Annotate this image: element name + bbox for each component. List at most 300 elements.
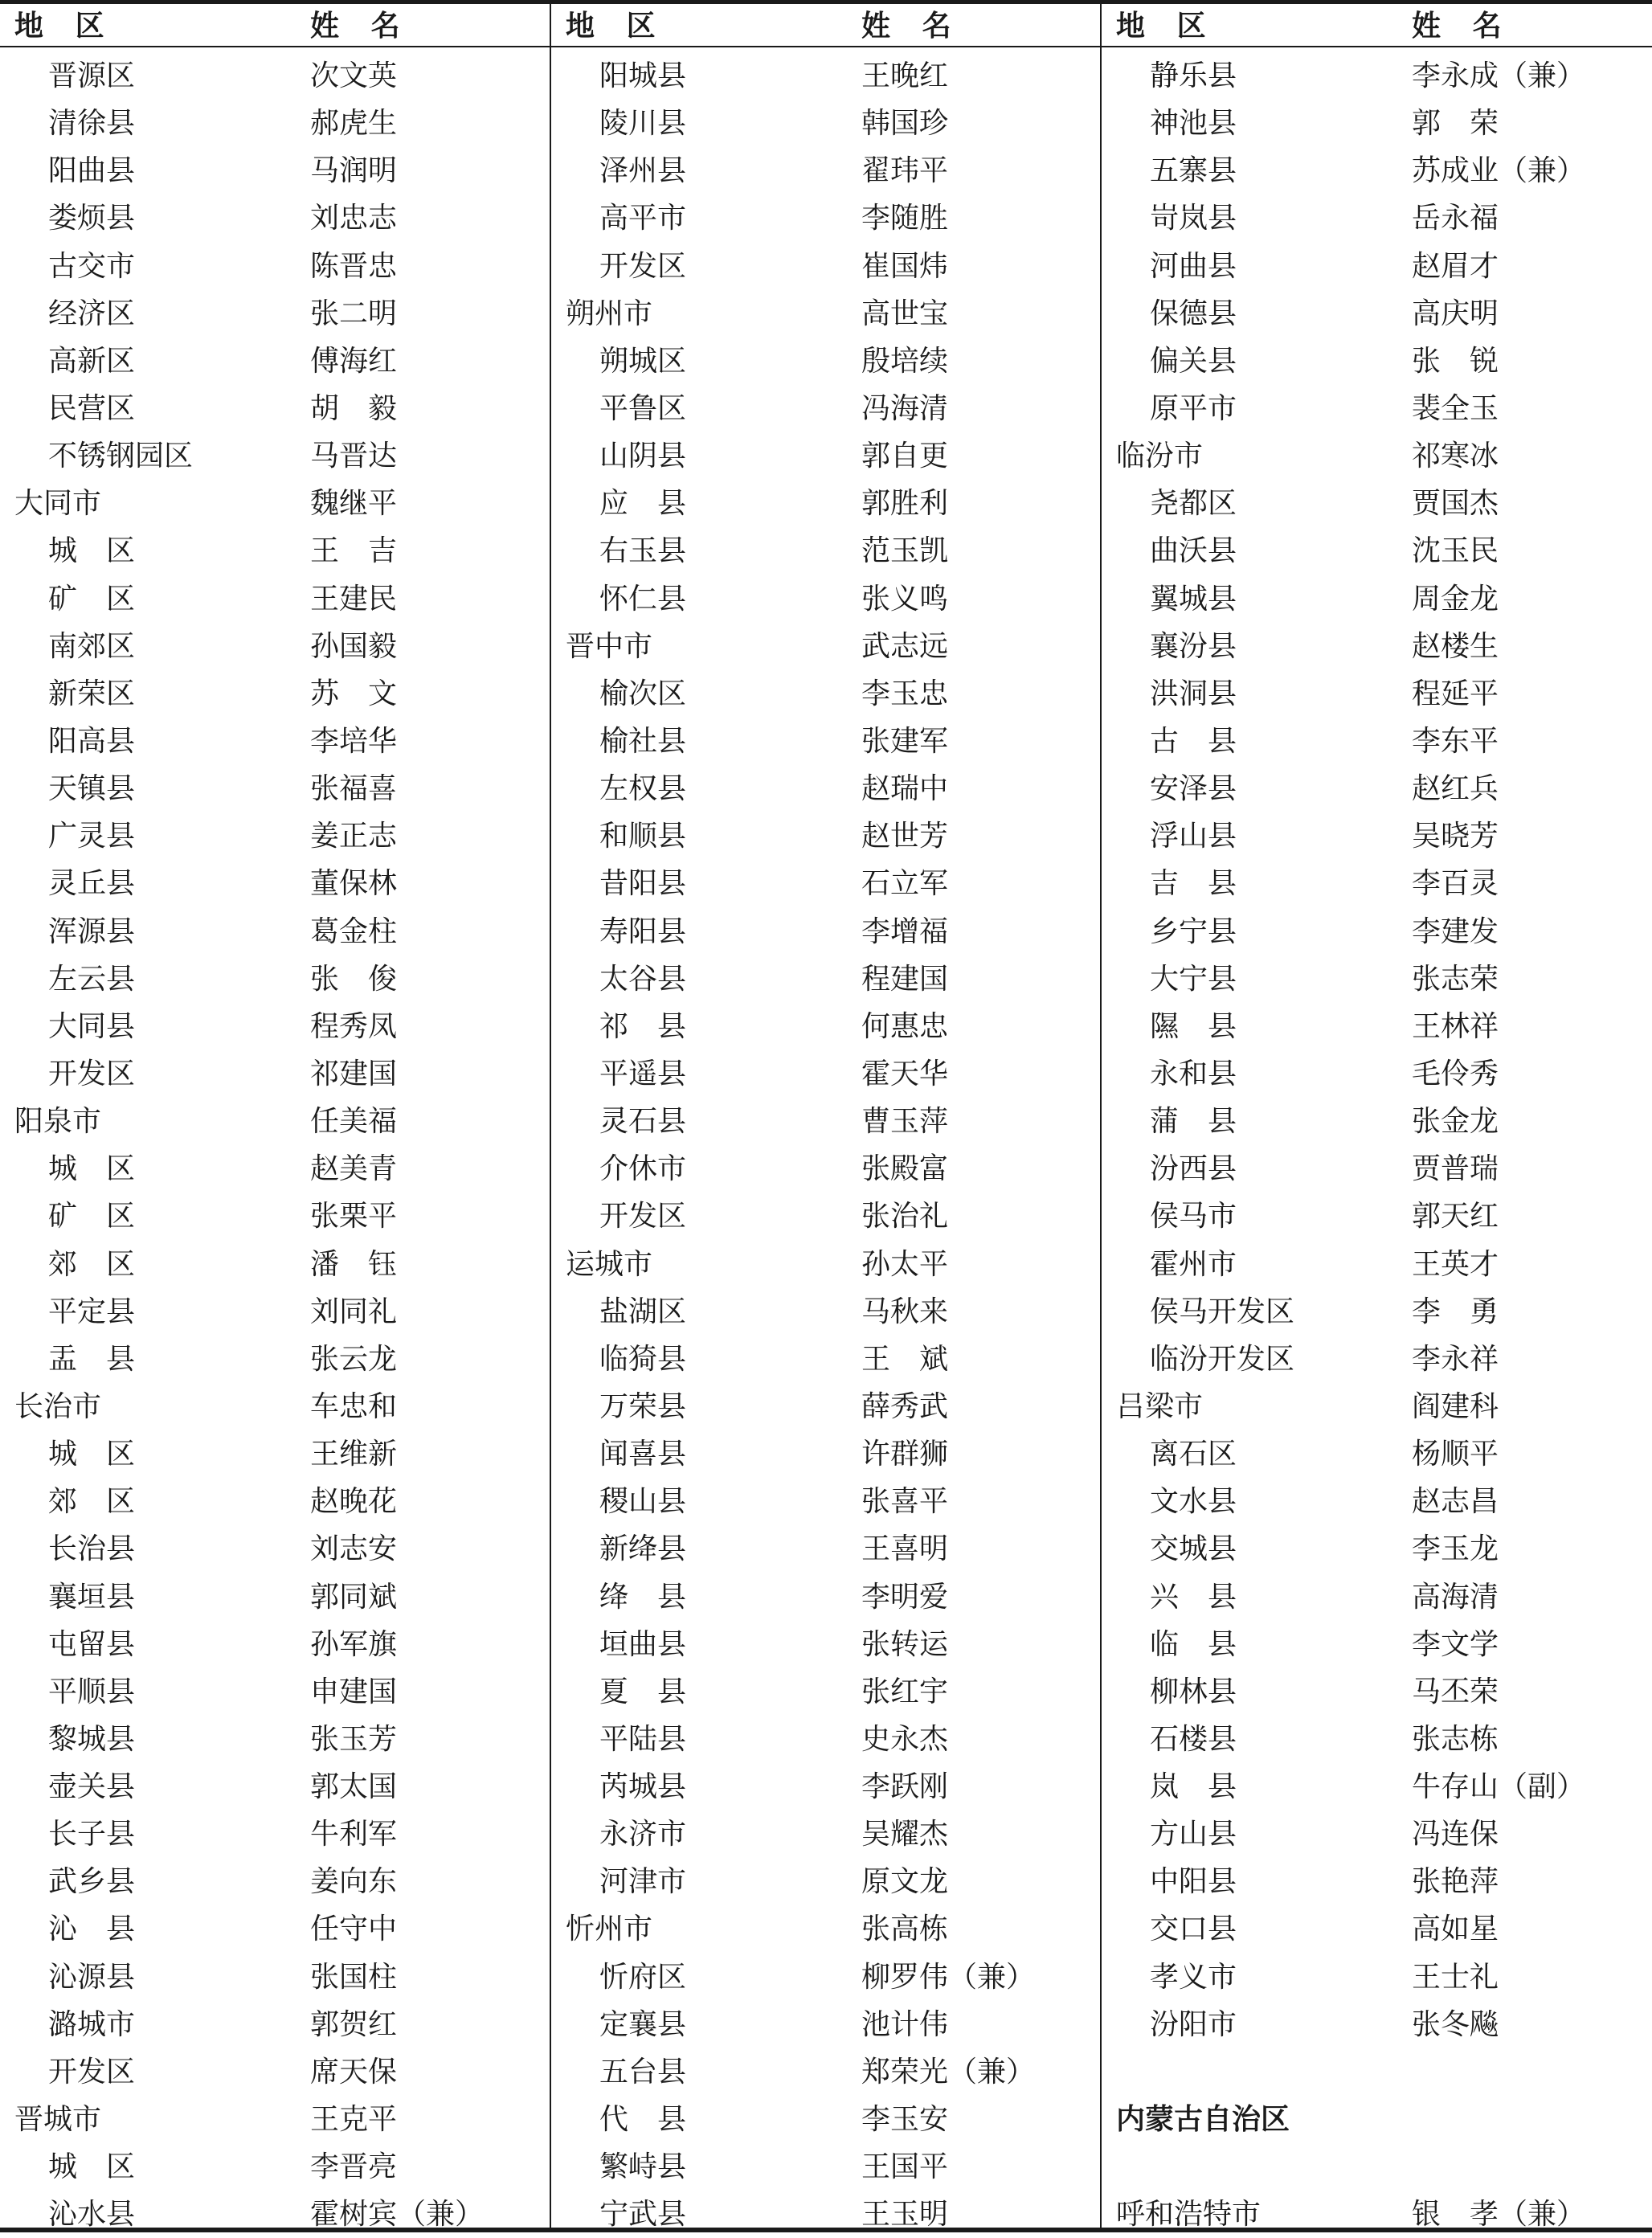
name-cell: 郭 荣 [1412,107,1499,141]
region-cell: 临汾开发区 [1150,1342,1295,1376]
name-cell: 潘 钰 [310,1247,398,1281]
name-cell: 贾国杰 [1412,487,1499,521]
table-row [551,812,1101,860]
region-cell: 长治市 [14,1389,102,1423]
table-row [551,2143,1101,2191]
column-header [0,4,550,46]
column-header [1102,4,1651,46]
name-cell: 郑荣光（兼） [861,2055,1036,2089]
region-cell: 交城县 [1150,1532,1237,1566]
name-cell: 王晚红 [861,59,949,92]
table-row [0,718,550,765]
table-row [551,1573,1101,1621]
region-cell: 不锈钢园区 [48,440,194,473]
table-row [0,1858,550,1905]
region-cell: 昔阳县 [599,867,687,901]
region-cell: 陵川县 [599,107,687,141]
table-row [551,100,1101,147]
table-row [551,860,1101,907]
table-row [1102,1288,1651,1336]
table-row [1102,1763,1651,1810]
table-row [1102,147,1651,194]
region-cell: 矿 区 [48,1200,136,1234]
region-cell: 沁 县 [48,1913,136,1946]
region-cell: 朔州市 [566,297,653,330]
name-cell: 何惠忠 [861,1009,949,1043]
name-cell: 张殿富 [861,1152,949,1186]
table-row [1102,1621,1651,1668]
region-cell: 洪洞县 [1150,677,1237,710]
table-row [0,338,550,385]
region-cell: 介休市 [599,1152,687,1186]
region-cell: 石楼县 [1150,1722,1237,1756]
table-row [1102,670,1651,718]
name-cell: 牛利军 [310,1818,398,1851]
name-cell: 刘同礼 [310,1295,398,1328]
table-row [0,527,550,575]
region-cell: 大同县 [48,1009,136,1043]
table-row [0,147,550,194]
table-row [1102,1810,1651,1858]
table-row [1102,1525,1651,1573]
region-cell: 忻府区 [599,1960,687,1994]
name-cell: 张志荣 [1412,962,1499,996]
name-cell: 李玉忠 [861,677,949,710]
region-cell: 潞城市 [48,2007,136,2041]
table-row [551,1478,1101,1525]
region-cell: 尧都区 [1150,487,1237,521]
region-cell: 侯马市 [1150,1200,1237,1234]
region-cell: 河曲县 [1150,249,1237,283]
table-row [0,100,550,147]
region-cell: 原平市 [1150,391,1237,425]
name-cell: 李永祥 [1412,1342,1499,1376]
region-cell: 城 区 [48,2150,136,2184]
name-header: 姓 名 [861,9,953,43]
table-row [551,1525,1101,1573]
name-cell: 高如星 [1412,1913,1499,1946]
region-cell: 万荣县 [599,1389,687,1423]
region-cell: 神池县 [1150,107,1237,141]
region-cell: 城 区 [48,1438,136,1471]
name-cell: 祁建国 [310,1057,398,1090]
table-row [551,147,1101,194]
name-cell: 刘忠志 [310,202,398,235]
name-cell: 裴全玉 [1412,391,1499,425]
name-cell: 韩国珍 [861,107,949,141]
name-cell: 赵楼生 [1412,629,1499,663]
table-row [551,2048,1101,2096]
name-cell: 范玉凯 [861,534,949,568]
table-row [1102,2143,1651,2191]
region-cell: 怀仁县 [599,582,687,616]
table-row [0,812,550,860]
name-cell: 马丕荣 [1412,1675,1499,1708]
region-cell: 左权县 [599,772,687,806]
table-row [1102,1858,1651,1905]
name-cell: 李 勇 [1412,1295,1499,1328]
name-cell: 郭同斌 [310,1580,398,1614]
region-cell: 隰 县 [1150,1009,1237,1043]
region-cell: 应 县 [599,487,687,521]
table-row [551,1098,1101,1145]
table-row [551,1954,1101,2001]
table-row [0,1288,550,1336]
name-cell: 李东平 [1412,724,1499,758]
region-cell: 开发区 [599,1200,687,1234]
region-cell: 夏 县 [599,1675,687,1708]
name-cell: 王克平 [310,2103,398,2137]
table-row [551,623,1101,670]
table-row [551,1336,1101,1383]
region-cell: 蒲 县 [1150,1105,1237,1139]
region-cell: 绛 县 [599,1580,687,1614]
name-cell: 殷培续 [861,344,949,378]
name-cell: 郭天红 [1412,1200,1499,1234]
region-cell: 闻喜县 [599,1438,687,1471]
table-row [1102,2096,1651,2143]
region-cell: 寿阳县 [599,914,687,948]
name-cell: 姜正志 [310,820,398,853]
region-cell: 朔城区 [599,344,687,378]
name-cell: 霍天华 [861,1057,949,1090]
name-cell: 任美福 [310,1105,398,1139]
table-row [1102,52,1651,100]
table-row [551,2191,1101,2238]
region-cell: 开发区 [48,2055,136,2089]
name-cell: 高世宝 [861,297,949,330]
table-column-1 [0,0,550,2232]
table-row [0,2048,550,2096]
table-row [0,1050,550,1098]
table-row [551,52,1101,100]
name-header: 姓 名 [1412,9,1503,43]
name-cell: 冯连保 [1412,1818,1499,1851]
region-cell: 武乡县 [48,1865,136,1899]
region-cell: 定襄县 [599,2007,687,2041]
region-cell: 安泽县 [1150,772,1237,806]
table-row [0,480,550,527]
name-cell: 贾普瑞 [1412,1152,1499,1186]
name-cell: 杨顺平 [1412,1438,1499,1471]
name-cell: 王 吉 [310,534,398,568]
name-cell: 傅海红 [310,344,398,378]
name-cell: 张二明 [310,297,398,330]
name-cell: 王喜明 [861,1532,949,1566]
name-cell: 银 孝（兼） [1412,2198,1586,2232]
table-row [551,1383,1101,1430]
name-cell: 赵志昌 [1412,1485,1499,1519]
table-row [1102,338,1651,385]
table-row [1102,1954,1651,2001]
row-list [551,52,1101,2238]
name-cell: 吴耀杰 [861,1818,949,1851]
name-cell: 胡 毅 [310,391,398,425]
region-cell: 沁源县 [48,1960,136,1994]
table-row [1102,765,1651,812]
region-cell: 河津市 [599,1865,687,1899]
table-row [0,1336,550,1383]
table-row [1102,2191,1651,2238]
table-row [551,908,1101,955]
name-cell: 张栗平 [310,1200,398,1234]
table-row [551,1003,1101,1050]
name-cell: 马润明 [310,154,398,188]
row-list [1102,52,1651,2238]
region-cell: 方山县 [1150,1818,1237,1851]
column-header [551,4,1101,46]
region-cell: 新绛县 [599,1532,687,1566]
name-cell: 孙太平 [861,1247,949,1281]
region-cell: 黎城县 [48,1722,136,1756]
name-cell: 郭太国 [310,1770,398,1804]
region-cell: 临 县 [1150,1627,1237,1661]
name-cell: 李增福 [861,914,949,948]
name-cell: 赵美青 [310,1152,398,1186]
region-cell: 兴 县 [1150,1580,1237,1614]
region-cell: 山阴县 [599,440,687,473]
name-cell: 王士礼 [1412,1960,1499,1994]
table-row [0,908,550,955]
name-cell: 张转运 [861,1627,949,1661]
table-row [1102,1573,1651,1621]
name-cell: 王 斌 [861,1342,949,1376]
name-cell: 池计伟 [861,2007,949,2041]
table-row [1102,718,1651,765]
table-row [551,1050,1101,1098]
region-cell: 曲沃县 [1150,534,1237,568]
name-cell: 武志远 [861,629,949,663]
region-cell: 稷山县 [599,1485,687,1519]
region-cell: 霍州市 [1150,1247,1237,1281]
table-row [551,1193,1101,1240]
region-cell: 运城市 [566,1247,653,1281]
name-cell: 赵晚花 [310,1485,398,1519]
name-cell: 李永成（兼） [1412,59,1586,92]
name-cell: 赵眉才 [1412,249,1499,283]
region-cell: 长治县 [48,1532,136,1566]
name-cell: 沈玉民 [1412,534,1499,568]
name-cell: 张志栋 [1412,1722,1499,1756]
table-row [551,1145,1101,1193]
name-cell: 李跃刚 [861,1770,949,1804]
name-cell: 孙国毅 [310,629,398,663]
table-row [551,1288,1101,1336]
name-cell: 王国平 [861,2150,949,2184]
region-cell: 忻州市 [566,1913,653,1946]
region-cell: 晋城市 [14,2103,102,2137]
region-cell: 右玉县 [599,534,687,568]
table-row [1102,575,1651,623]
table-row [551,338,1101,385]
table-row [1102,1336,1651,1383]
name-cell: 席天保 [310,2055,398,2089]
name-cell: 张艳萍 [1412,1865,1499,1899]
name-cell: 郝虎生 [310,107,398,141]
table-row [551,1810,1101,1858]
table-row [0,623,550,670]
table-row [551,955,1101,1003]
table-row [0,2001,550,2048]
table-row [0,1383,550,1430]
name-cell: 周金龙 [1412,582,1499,616]
region-cell: 呼和浩特市 [1116,2198,1261,2232]
name-cell: 郭贺红 [310,2007,398,2041]
region-cell: 内蒙古自治区 [1116,2102,1290,2137]
table-row [551,243,1101,290]
name-cell: 魏继平 [310,487,398,521]
region-cell: 吉 县 [1150,867,1237,901]
name-cell: 王英才 [1412,1247,1499,1281]
table-row [551,765,1101,812]
table-row [1102,194,1651,242]
region-cell: 矿 区 [48,582,136,616]
table-row [1102,100,1651,147]
table-row [551,1430,1101,1478]
region-cell: 襄垣县 [48,1580,136,1614]
table-row [1102,1905,1651,1953]
table-row [551,575,1101,623]
region-cell: 阳曲县 [48,154,136,188]
name-cell: 冯海清 [861,391,949,425]
region-cell: 广灵县 [48,820,136,853]
table-row [1102,1098,1651,1145]
table-row [0,1145,550,1193]
region-cell: 平陆县 [599,1722,687,1756]
table-row [0,1954,550,2001]
table-row [1102,2001,1651,2048]
region-cell: 高新区 [48,344,136,378]
region-cell: 民营区 [48,391,136,425]
name-cell: 王玉明 [861,2198,949,2232]
table-row [1102,812,1651,860]
region-cell: 榆次区 [599,677,687,710]
table-row [551,2096,1101,2143]
table-row [0,1763,550,1810]
region-cell: 吕梁市 [1116,1389,1204,1423]
region-cell: 孝义市 [1150,1960,1237,1994]
name-cell: 苏成业（兼） [1412,154,1586,188]
table-row [1102,1668,1651,1716]
name-cell: 李文学 [1412,1627,1499,1661]
region-cell: 开发区 [599,249,687,283]
region-cell: 盂 县 [48,1342,136,1376]
region-cell: 侯马开发区 [1150,1295,1295,1328]
name-cell: 张国柱 [310,1960,398,1994]
table-row [1102,1193,1651,1240]
table-row [551,1763,1101,1810]
region-cell: 保德县 [1150,297,1237,330]
table-row [1102,908,1651,955]
name-cell: 张义鸣 [861,582,949,616]
region-cell: 汾阳市 [1150,2007,1237,2041]
name-cell: 张红宇 [861,1675,949,1708]
name-cell: 张建军 [861,724,949,758]
name-cell: 张福喜 [310,772,398,806]
name-cell: 车忠和 [310,1389,398,1423]
name-cell: 李百灵 [1412,867,1499,901]
region-cell: 五寨县 [1150,154,1237,188]
table-row [1102,2048,1651,2096]
table-row [0,1098,550,1145]
region-cell: 文水县 [1150,1485,1237,1519]
region-cell: 长子县 [48,1818,136,1851]
table-row [551,1716,1101,1763]
region-cell: 浮山县 [1150,820,1237,853]
name-cell: 张玉芳 [310,1722,398,1756]
name-cell: 李培华 [310,724,398,758]
name-cell: 赵瑞中 [861,772,949,806]
table-row [0,2191,550,2238]
table-row [1102,1430,1651,1478]
name-cell: 李建发 [1412,914,1499,948]
table-row [0,765,550,812]
name-cell: 王维新 [310,1438,398,1471]
region-cell: 离石区 [1150,1438,1237,1471]
table-row [0,860,550,907]
table-row [0,1810,550,1858]
name-cell: 赵世芳 [861,820,949,853]
region-cell: 临猗县 [599,1342,687,1376]
name-cell: 岳永福 [1412,202,1499,235]
region-cell: 静乐县 [1150,59,1237,92]
table-column-3 [1102,0,1651,2232]
region-cell: 芮城县 [599,1770,687,1804]
table-row [0,1525,550,1573]
table-row [0,1478,550,1525]
region-cell: 平定县 [48,1295,136,1328]
name-cell: 张金龙 [1412,1105,1499,1139]
table-row [551,1858,1101,1905]
table-row [551,385,1101,432]
table-row [551,480,1101,527]
region-cell: 南郊区 [48,629,136,663]
name-cell: 翟玮平 [861,154,949,188]
region-cell: 阳泉市 [14,1105,102,1139]
region-cell: 灵丘县 [48,867,136,901]
table-row [0,670,550,718]
region-cell: 祁 县 [599,1009,687,1043]
name-cell: 申建国 [310,1675,398,1708]
table-row [0,1430,550,1478]
region-cell: 新荣区 [48,677,136,710]
name-cell: 柳罗伟（兼） [861,1960,1036,1994]
table-row [0,1716,550,1763]
region-cell: 岢岚县 [1150,202,1237,235]
name-cell: 程延平 [1412,677,1499,710]
region-cell: 平顺县 [48,1675,136,1708]
table-row [551,2001,1101,2048]
table-column-2 [551,0,1101,2232]
table-row [0,385,550,432]
name-cell: 张治礼 [861,1200,949,1234]
name-cell: 程建国 [861,962,949,996]
table-row [551,527,1101,575]
name-cell: 许群狮 [861,1438,949,1471]
table-row [1102,623,1651,670]
table-row [1102,1050,1651,1098]
region-cell: 宁武县 [599,2198,687,2232]
table-row [0,52,550,100]
name-cell: 张喜平 [861,1485,949,1519]
region-cell: 代 县 [599,2103,687,2137]
name-cell: 董保林 [310,867,398,901]
table-row [1102,860,1651,907]
table-row [551,718,1101,765]
table-row [551,1905,1101,1953]
table-row [1102,527,1651,575]
name-cell: 毛伶秀 [1412,1057,1499,1090]
